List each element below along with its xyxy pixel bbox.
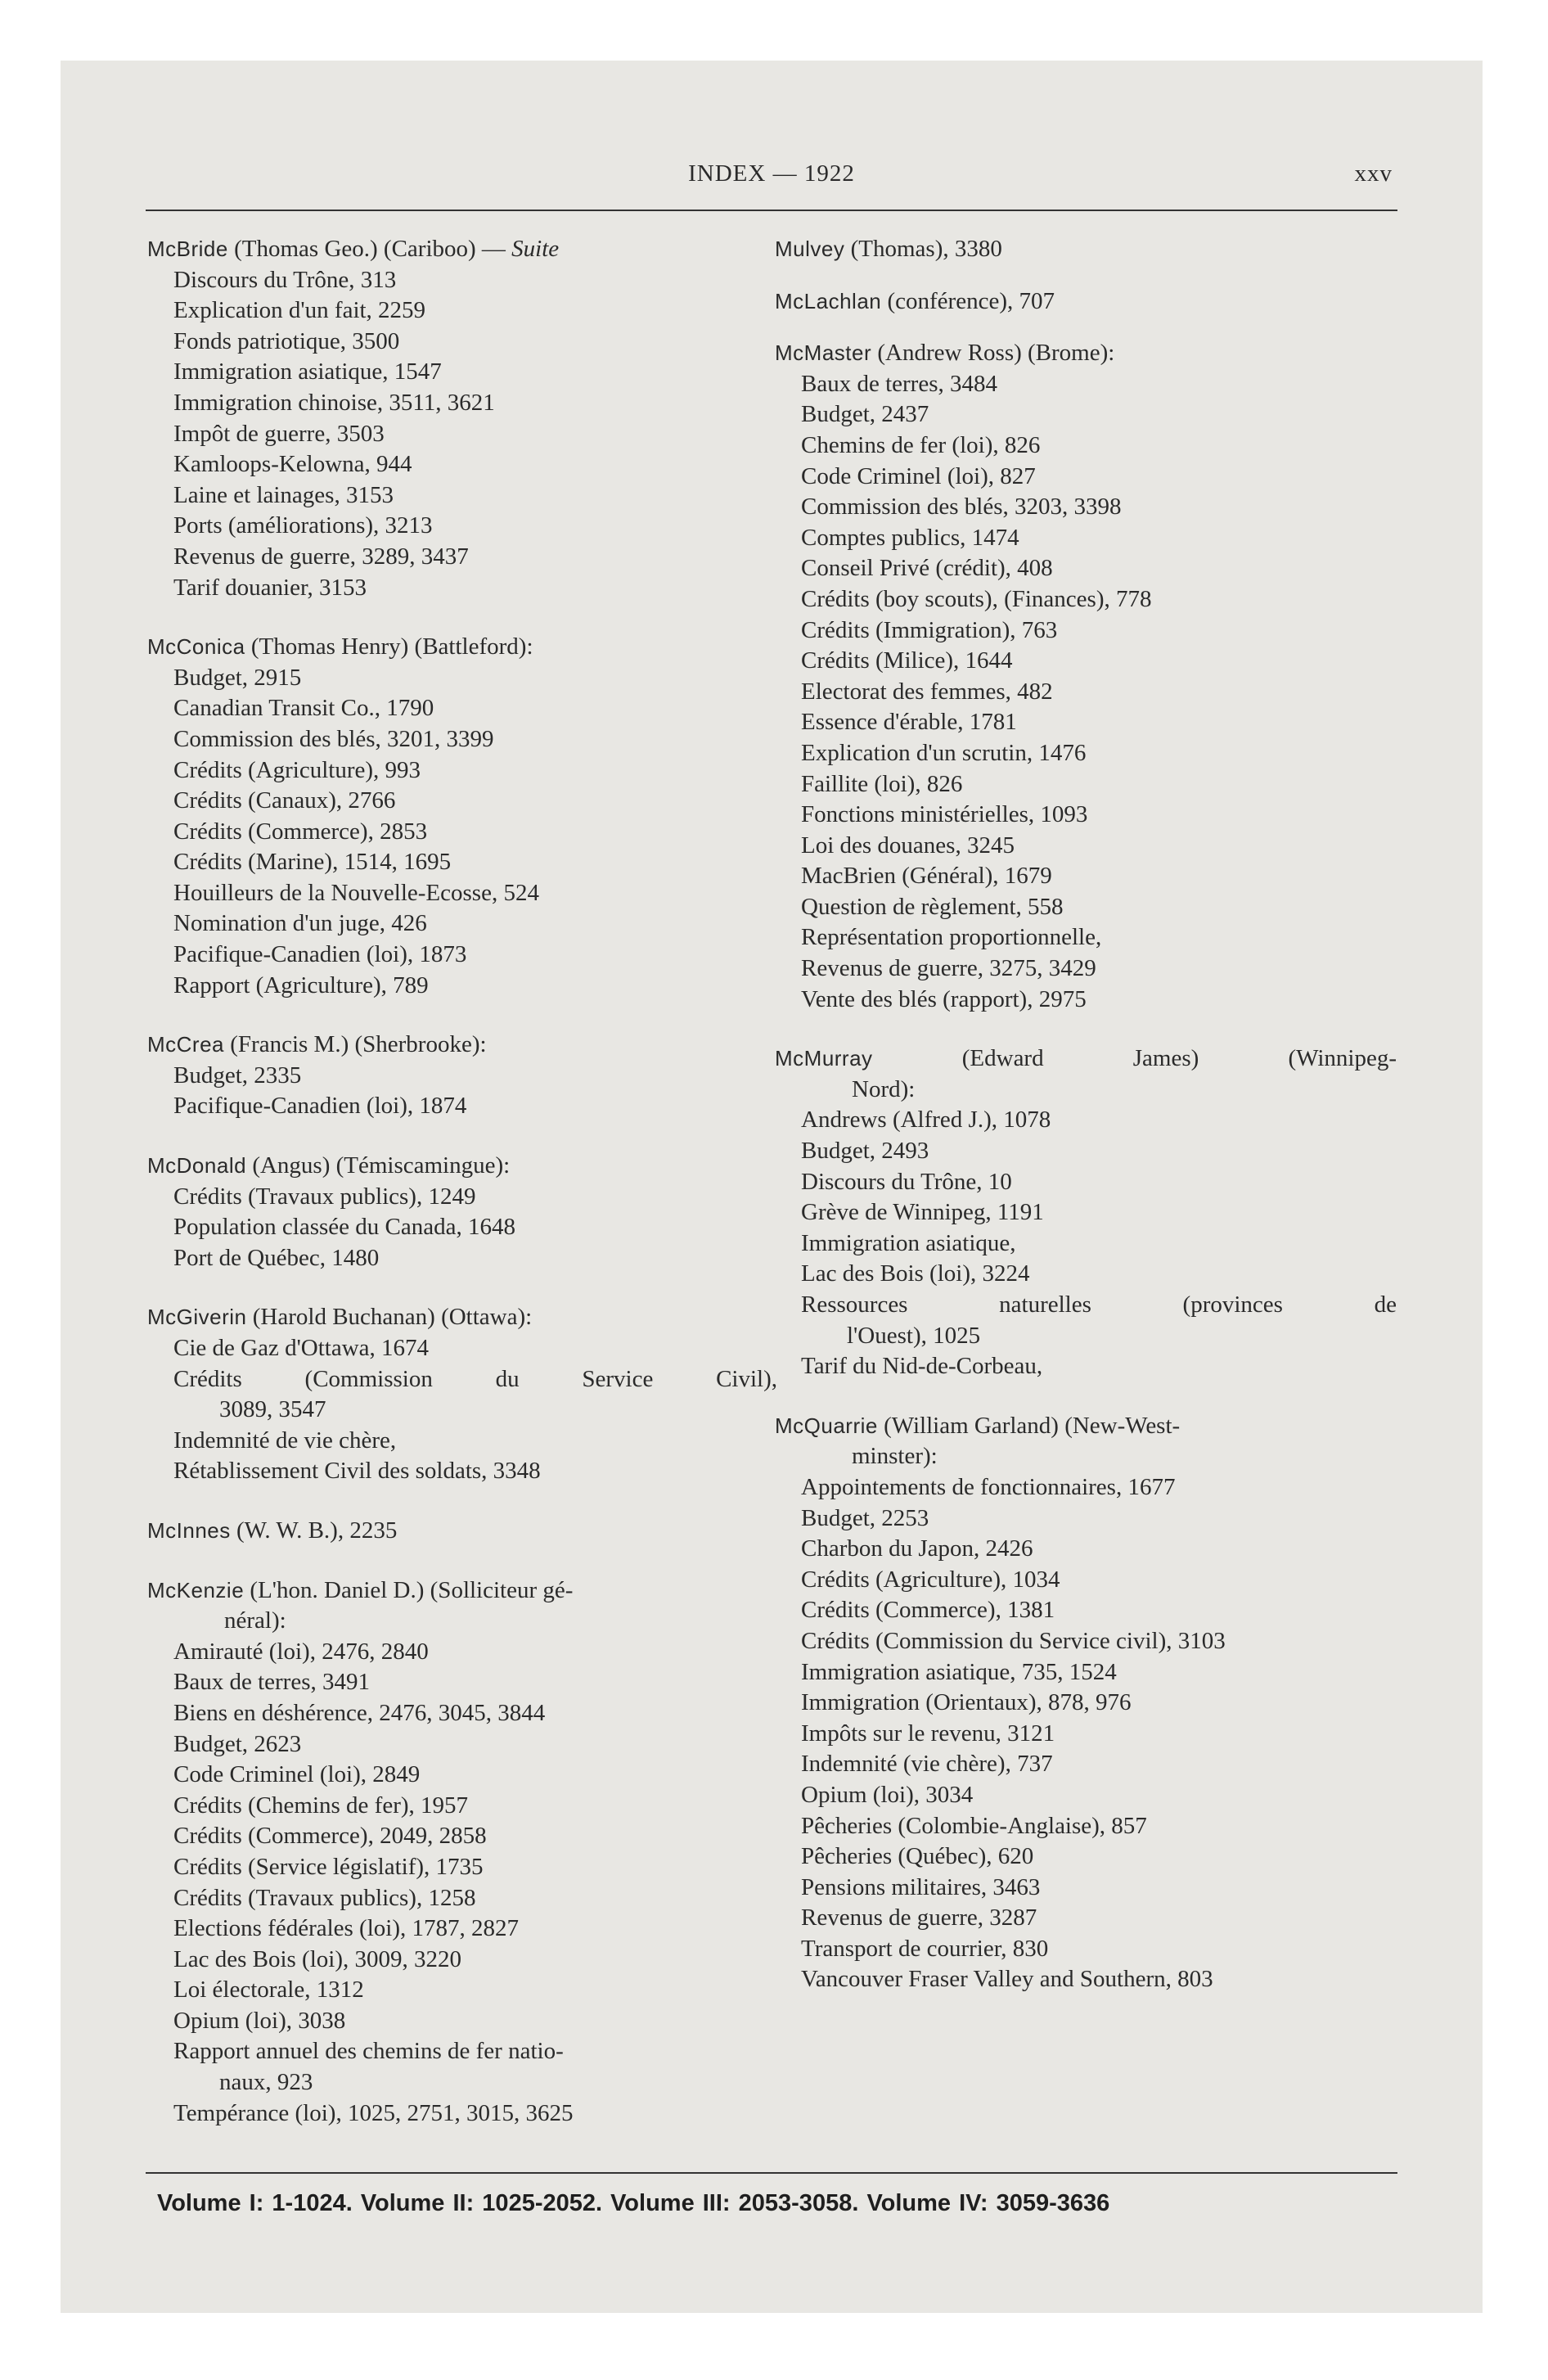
index-entry [775, 1411, 1397, 1995]
subentry: Crédits (Travaux publics), 1249 [173, 1183, 476, 1210]
subentry: Représentation proportionnelle, [801, 924, 1102, 951]
index-entry [147, 632, 777, 1001]
subentry: Impôt de guerre, 3503 [173, 420, 385, 447]
subentry: Immigration asiatique, 1547 [173, 358, 442, 385]
entry-heading [775, 1411, 1397, 1442]
entry-qualifier: (Edward James) (Winnipeg- [961, 1045, 1397, 1072]
entry-name: McQuarrie [775, 1413, 878, 1438]
subentry-continuation: l'Ouest), 1025 [847, 1322, 981, 1349]
subentry: Budget, 2253 [801, 1504, 929, 1531]
subentry: Fonds patriotique, 3500 [173, 327, 400, 354]
left-column [147, 234, 777, 2157]
subentry: Indemnité de vie chère, [173, 1427, 397, 1454]
subentry: Rapport (Agriculture), 789 [173, 971, 429, 998]
subentry: Pacifique-Canadien (loi), 1873 [173, 941, 467, 968]
subentry: Crédits (Marine), 1514, 1695 [173, 849, 452, 876]
entry-name: McDonald [147, 1153, 247, 1179]
scanned-page [61, 61, 1483, 2313]
entry-heading [775, 286, 1397, 318]
subentry: Revenus de guerre, 3275, 3429 [801, 955, 1096, 982]
subentry: Ressources naturelles (provinces de [801, 1291, 1397, 1318]
entry-heading [147, 1516, 777, 1547]
subentry: Code Criminel (loi), 827 [801, 462, 1036, 489]
subentry: Pêcheries (Colombie-Anglaise), 857 [801, 1812, 1147, 1839]
subentry: Impôts sur le revenu, 3121 [801, 1720, 1055, 1747]
entry-name: McCrea [147, 1032, 225, 1057]
subentry: Charbon du Japon, 2426 [801, 1535, 1033, 1562]
subentry: Opium (loi), 3038 [173, 2007, 346, 2034]
subentry-list [147, 1637, 777, 2037]
subentry: Crédits (Chemins de fer), 1957 [173, 1792, 469, 1819]
subentry: Budget, 2915 [173, 664, 302, 691]
entry-qualifier: (Francis M.) (Sherbrooke): [230, 1031, 487, 1058]
entry-heading [147, 234, 777, 265]
index-entry [147, 1516, 777, 1547]
header-rule [146, 210, 1397, 211]
subentry: Discours du Trône, 10 [801, 1168, 1012, 1195]
entry-qualifier: (W. W. B.), 2235 [236, 1517, 398, 1544]
footer-rule [146, 2172, 1397, 2174]
subentry: Crédits (boy scouts), (Finances), 778 [801, 585, 1152, 612]
subentry: Fonctions ministérielles, 1093 [801, 801, 1088, 828]
subentry: Crédits (Commerce), 2049, 2858 [173, 1823, 487, 1850]
subentry: Commission des blés, 3201, 3399 [173, 725, 494, 752]
subentry: Opium (loi), 3034 [801, 1781, 974, 1808]
subentry: Budget, 2437 [801, 401, 929, 428]
subentry: Immigration asiatique, [801, 1229, 1016, 1256]
subentry: Crédits (Commerce), 1381 [801, 1597, 1055, 1624]
subentry: Chemins de fer (loi), 826 [801, 431, 1041, 458]
index-entry [147, 1151, 777, 1273]
subentry: Lac des Bois (loi), 3009, 3220 [173, 1945, 461, 1972]
subentry-list [147, 663, 777, 1002]
subentry: Explication d'un scrutin, 1476 [801, 739, 1087, 766]
subentry: Rétablissement Civil des soldats, 3348 [173, 1458, 541, 1485]
subentry: Ports (améliorations), 3213 [173, 512, 433, 539]
entry-qualifier: (Thomas Henry) (Battleford): [250, 633, 533, 660]
volume-ranges-footer: Volume I: 1-1024. Volume II: 1025-2052. Volume III: 2053-3058. Volume IV: 3059-3636 [157, 2190, 1110, 2216]
entry-name: McInnes [147, 1517, 231, 1543]
subentry: Grève de Winnipeg, 1191 [801, 1199, 1044, 1226]
entry-heading [147, 1151, 777, 1182]
subentry: Amirauté (loi), 2476, 2840 [173, 1638, 429, 1665]
subentry: Code Criminel (loi), 2849 [173, 1761, 421, 1788]
subentry: Pensions militaires, 3463 [801, 1873, 1041, 1900]
entry-heading [147, 1302, 777, 1333]
subentry: Laine et lainages, 3153 [173, 481, 394, 508]
entry-name: McLachlan [775, 288, 882, 313]
heading-continuation: Nord): [852, 1075, 916, 1102]
subentry: Crédits (Service législatif), 1735 [173, 1853, 484, 1880]
subentry: Population classée du Canada, 1648 [173, 1214, 515, 1241]
subentry: Kamloops-Kelowna, 944 [173, 451, 412, 478]
entry-qualifier: (Thomas), 3380 [850, 236, 1002, 262]
subentry-list [147, 265, 777, 604]
subentry: Appointements de fonctionnaires, 1677 [801, 1473, 1176, 1500]
subentry: Question de règlement, 558 [801, 893, 1064, 920]
subentry: Immigration asiatique, 735, 1524 [801, 1658, 1117, 1685]
entry-heading [775, 338, 1397, 369]
entry-qualifier: (conférence), 707 [887, 287, 1055, 314]
index-entry [147, 1030, 777, 1122]
subentry: Vente des blés (rapport), 2975 [801, 985, 1087, 1012]
subentry: Baux de terres, 3484 [801, 370, 997, 397]
subentry: MacBrien (Général), 1679 [801, 863, 1052, 890]
subentry: Faillite (loi), 826 [801, 770, 963, 797]
entry-heading [775, 234, 1397, 265]
entry-name: McGiverin [147, 1305, 247, 1330]
subentry: Indemnité (vie chère), 737 [801, 1751, 1053, 1778]
subentry-list [775, 1472, 1397, 1995]
subentry: Tempérance (loi), 1025, 2751, 3015, 3625 [173, 2099, 574, 2126]
entry-heading [147, 632, 777, 663]
subentry-continuation: naux, 923 [219, 2069, 313, 2096]
page-number: xxv [1354, 160, 1393, 187]
subentry: Comptes publics, 1474 [801, 524, 1019, 551]
index-entry [147, 1575, 777, 2130]
subentry: Houilleurs de la Nouvelle-Ecosse, 524 [173, 879, 539, 906]
subentry-continuation: 3089, 3547 [219, 1396, 326, 1423]
subentry: Crédits (Travaux publics), 1258 [173, 1884, 476, 1911]
subentry: Crédits (Agriculture), 1034 [801, 1566, 1060, 1593]
entry-qualifier: (William Garland) (New-West- [884, 1412, 1181, 1439]
entry-heading [147, 1030, 777, 1061]
index-page [61, 61, 1483, 2313]
entry-qualifier: (Angus) (Témiscamingue): [252, 1152, 511, 1179]
subentry: Budget, 2623 [173, 1730, 302, 1757]
entry-qualifier: (Thomas Geo.) (Cariboo) — [234, 236, 512, 262]
entry-heading [775, 1044, 1397, 1075]
index-entry [147, 1302, 777, 1487]
subentry: Elections fédérales (loi), 1787, 2827 [173, 1915, 519, 1942]
index-entry [775, 1044, 1397, 1382]
subentry: Crédits (Canaux), 2766 [173, 787, 396, 814]
subentry: Tarif douanier, 3153 [173, 574, 367, 601]
subentry: Crédits (Agriculture), 993 [173, 756, 421, 783]
running-title: INDEX — 1922 [688, 160, 855, 187]
subentry: Transport de courrier, 830 [801, 1935, 1049, 1962]
subentry-list [775, 369, 1397, 1015]
subentry: Baux de terres, 3491 [173, 1669, 370, 1696]
entry-name: McMurray [775, 1046, 873, 1071]
subentry: Crédits (Immigration), 763 [801, 616, 1058, 643]
subentry: Crédits (Commission du Service civil), 3103 [801, 1627, 1226, 1654]
subentry: Port de Québec, 1480 [173, 1244, 380, 1271]
subentry: Crédits (Milice), 1644 [801, 647, 1013, 674]
entry-name: McBride [147, 237, 228, 261]
subentry: Cie de Gaz d'Ottawa, 1674 [173, 1335, 430, 1361]
subentry: Commission des blés, 3203, 3398 [801, 494, 1122, 521]
entry-heading [147, 1575, 777, 1607]
index-entry [147, 234, 777, 603]
index-entry [775, 234, 1397, 265]
entry-name: McMaster [775, 340, 872, 366]
subentry: Crédits (Commission du Service Civil), [173, 1365, 777, 1392]
entry-qualifier: (Andrew Ross) (Brome): [877, 340, 1115, 367]
subentry: Revenus de guerre, 3287 [801, 1904, 1037, 1931]
subentry: Crédits (Commerce), 2853 [173, 818, 428, 845]
subentry: Essence d'érable, 1781 [801, 709, 1017, 736]
index-entry [775, 286, 1397, 318]
entry-qualifier: (L'hon. Daniel D.) (Solliciteur gé- [250, 1576, 574, 1603]
subentry: Rapport annuel des chemins de fer natio- [173, 2038, 564, 2065]
subentry: Loi des douanes, 3245 [801, 832, 1015, 859]
right-column [775, 234, 1397, 2024]
subentry: Vancouver Fraser Valley and Southern, 803 [801, 1966, 1213, 1993]
subentry: Immigration (Orientaux), 878, 976 [801, 1689, 1132, 1716]
subentry: Pacifique-Canadien (loi), 1874 [173, 1093, 467, 1120]
subentry: Revenus de guerre, 3289, 3437 [173, 543, 469, 570]
subentry: Budget, 2335 [173, 1062, 302, 1089]
suite-label: Suite [511, 236, 560, 262]
subentry-list [147, 1061, 777, 1122]
subentry: Tarif du Nid-de-Corbeau, [801, 1353, 1043, 1380]
entry-name: Mulvey [775, 237, 845, 261]
entry-name: McKenzie [147, 1577, 245, 1602]
heading-continuation: minster): [852, 1443, 938, 1470]
subentry: Conseil Privé (crédit), 408 [801, 555, 1053, 582]
subentry: Canadian Transit Co., 1790 [173, 695, 434, 722]
subentry: Pêcheries (Québec), 620 [801, 1843, 1034, 1870]
subentry: Andrews (Alfred J.), 1078 [801, 1107, 1051, 1134]
heading-continuation: néral): [224, 1607, 286, 1634]
subentry-list [147, 1182, 777, 1274]
subentry-list [775, 1105, 1397, 1290]
subentry: Loi électorale, 1312 [173, 1977, 364, 2004]
subentry: Electorat des femmes, 482 [801, 678, 1053, 705]
entry-name: McConica [147, 634, 245, 660]
entry-qualifier: (Harold Buchanan) (Ottawa): [252, 1304, 533, 1331]
subentry: Immigration chinoise, 3511, 3621 [173, 389, 495, 416]
subentry: Discours du Trône, 313 [173, 266, 397, 293]
subentry: Nomination d'un juge, 426 [173, 910, 427, 937]
index-entry [775, 338, 1397, 1015]
subentry: Explication d'un fait, 2259 [173, 297, 426, 324]
subentry: Biens en déshérence, 2476, 3045, 3844 [173, 1699, 546, 1726]
subentry: Lac des Bois (loi), 3224 [801, 1260, 1030, 1287]
subentry: Budget, 2493 [801, 1138, 929, 1165]
